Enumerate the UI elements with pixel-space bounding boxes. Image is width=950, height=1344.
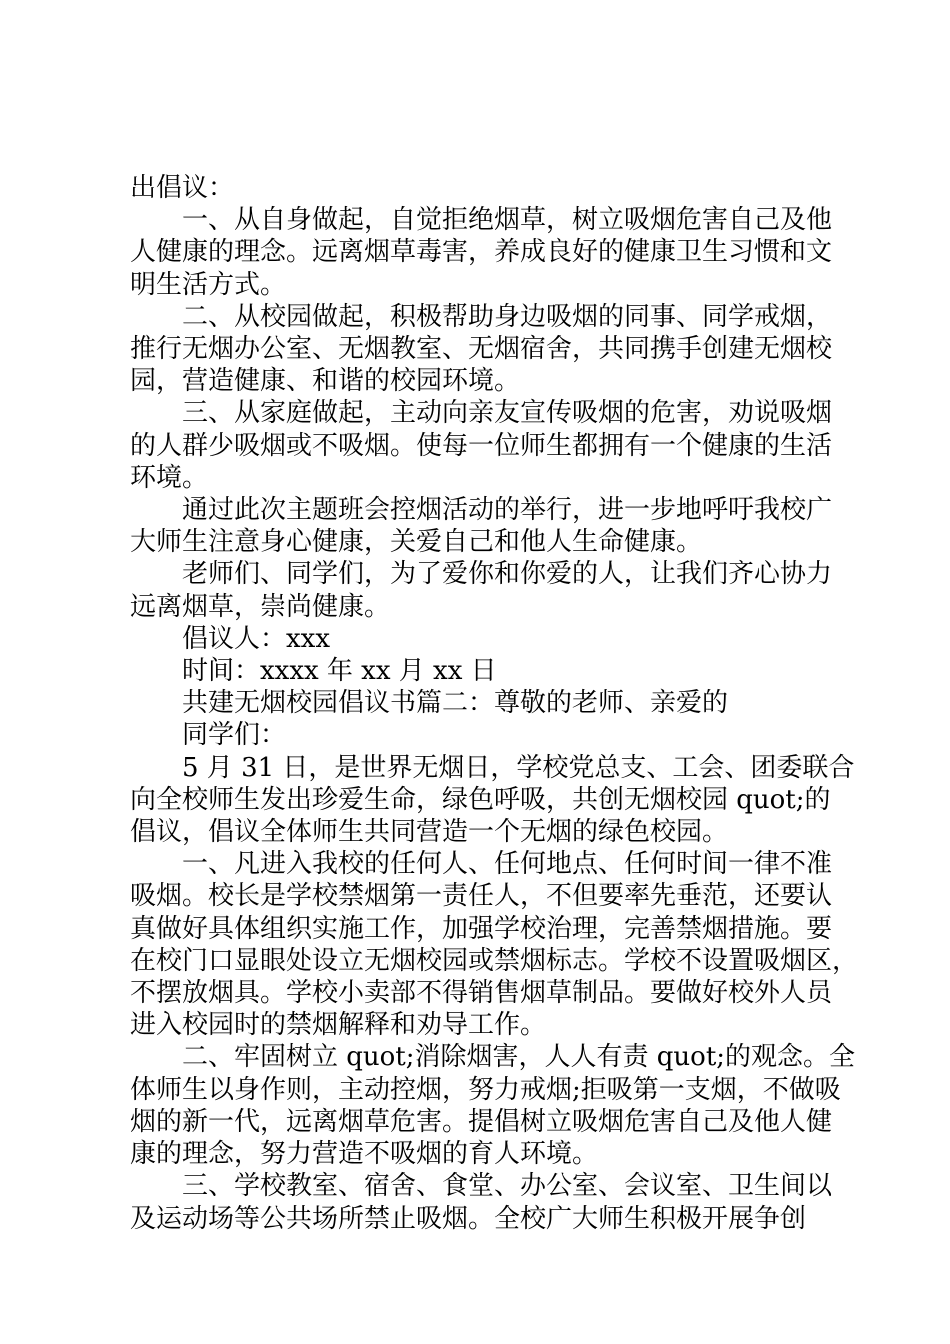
text-line: 二、牢固树立 quot;消除烟害，人人有责 quot;的观念。全 xyxy=(182,1042,856,1073)
text-line: 倡议，倡议全体师生共同营造一个无烟的绿色校园。 xyxy=(130,817,729,848)
text-line: 大师生注意身心健康，关爱自己和他人生命健康。 xyxy=(130,527,703,558)
text-line: 人健康的理念。远离烟草毒害，养成良好的健康卫生习惯和文 xyxy=(130,237,833,268)
text-line: 吸烟。校长是学校禁烟第一责任人，不但要率先垂范，还要认 xyxy=(130,881,833,912)
text-line: 不摆放烟具。学校小卖部不得销售烟草制品。要做好校外人员 xyxy=(130,978,833,1009)
signatory-line: 倡议人：xxx xyxy=(182,623,330,654)
salutation-line: 同学们： xyxy=(182,720,287,751)
text-line: 5 月 31 日，是世界无烟日，学校党总支、工会、团委联合 xyxy=(182,752,855,783)
text-line: 进入校园时的禁烟解释和劝导工作。 xyxy=(130,1010,547,1041)
text-line: 二、从校园做起，积极帮助身边吸烟的同事、同学戒烟， xyxy=(182,301,833,332)
text-line: 在校门口显眼处设立无烟校园或禁烟标志。学校不设置吸烟区， xyxy=(130,945,859,976)
text-line: 三、学校教室、宿舍、食堂、办公室、会议室、卫生间以 xyxy=(182,1171,833,1202)
text-line: 康的理念，努力营造不吸烟的育人环境。 xyxy=(130,1139,599,1170)
text-line: 明生活方式。 xyxy=(130,269,287,300)
text-line: 烟的新一代，远离烟草危害。提倡树立吸烟危害自己及他人健 xyxy=(130,1106,833,1137)
date-line: 时间：xxxx 年 xx 月 xx 日 xyxy=(182,656,497,687)
text-line: 老师们、同学们，为了爱你和你爱的人，让我们齐心协力 xyxy=(182,559,833,590)
text-line: 向全校师生发出珍爱生命，绿色呼吸，共创无烟校园 quot;的 xyxy=(130,784,831,815)
text-line: 推行无烟办公室、无烟教室、无烟宿舍，共同携手创建无烟校 xyxy=(130,334,833,365)
text-line: 三、从家庭做起，主动向亲友宣传吸烟的危害，劝说吸烟 xyxy=(182,398,833,429)
text-line: 园，营造健康、和谐的校园环境。 xyxy=(130,366,521,397)
text-line: 远离烟草，崇尚健康。 xyxy=(130,591,391,622)
text-line: 通过此次主题班会控烟活动的举行，进一步地呼吁我校广 xyxy=(182,495,833,526)
text-line: 一、从自身做起，自觉拒绝烟草，树立吸烟危害自己及他 xyxy=(182,205,833,236)
text-line: 真做好具体组织实施工作，加强学校治理，完善禁烟措施。要 xyxy=(130,913,833,944)
text-line: 体师生以身作则，主动控烟，努力戒烟;拒吸第一支烟，不做吸 xyxy=(130,1074,841,1105)
document-body xyxy=(130,172,859,1235)
section-heading: 共建无烟校园倡议书篇二：尊敬的老师、亲爱的 xyxy=(182,688,729,719)
text-line: 环境。 xyxy=(130,462,209,493)
text-line: 一、凡进入我校的任何人、任何地点、任何时间一律不准 xyxy=(182,849,833,880)
text-line: 的人群少吸烟或不吸烟。使每一位师生都拥有一个健康的生活 xyxy=(130,430,833,461)
text-line: 及运动场等公共场所禁止吸烟。全校广大师生积极开展争创 xyxy=(130,1203,807,1234)
text-line: 出倡议： xyxy=(130,173,235,203)
